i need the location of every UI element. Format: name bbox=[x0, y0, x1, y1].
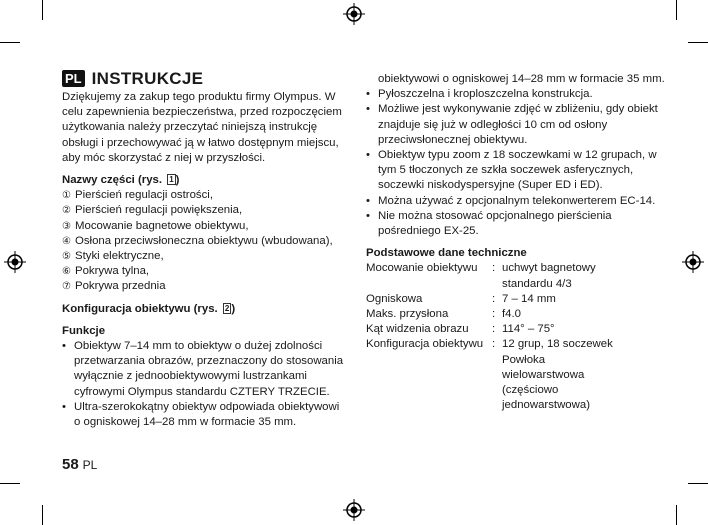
figure-ref-icon: 1 bbox=[169, 175, 174, 185]
crop-mark bbox=[0, 483, 20, 484]
list-item: • Ultra-szerokokątny obiektyw odpowiada obiektywowi o ogniskowej 14–28 mm w formacie 35 mm. bbox=[62, 400, 340, 429]
specs-heading: Podstawowe dane techniczne bbox=[366, 247, 527, 260]
page-number: 58 PL bbox=[62, 456, 98, 473]
list-item: ⑥ Pokrywa tylna, bbox=[62, 265, 150, 278]
config-heading: Konfiguracja obiektywu (rys. 2 ) bbox=[62, 302, 236, 315]
functions-heading: Funkcje bbox=[62, 324, 106, 337]
specs-table bbox=[366, 261, 666, 413]
list-item: • Możliwe jest wykonywanie zdjęć w zbliżeniu, gdy obiekt znajduje się już w odległości 10 cm od osłony przeciwsłonecznej obiektywu. bbox=[366, 103, 658, 146]
list-item: ⑤ Styki elektryczne, bbox=[62, 250, 164, 263]
right-column bbox=[366, 72, 666, 413]
figure-ref-icon: 2 bbox=[224, 303, 230, 313]
continued-text: obiektywowi o ogniskowej 14–28 mm w formacie 35 mm. bbox=[378, 73, 665, 85]
registration-mark-icon bbox=[343, 3, 365, 25]
spec-row: Ogniskowa : 7 – 14 mm bbox=[366, 292, 556, 305]
crop-mark bbox=[42, 0, 43, 20]
crop-mark bbox=[676, 0, 677, 20]
registration-mark-icon bbox=[4, 251, 26, 273]
list-item: • Nie można stosować opcjonalnego pierścienia pośredniego EX-25. bbox=[366, 209, 612, 238]
spec-row: Mocowanie obiektywu : uchwyt bagnetowy standardu 4/3 bbox=[366, 262, 596, 290]
list-item: ② Pierścień regulacji powiększenia, bbox=[62, 204, 243, 217]
left-column bbox=[62, 68, 348, 429]
parts-list bbox=[62, 188, 348, 294]
spec-row: Kąt widzenia obrazu : 114° – 75° bbox=[366, 323, 555, 336]
language-badge: PL bbox=[62, 70, 85, 87]
list-item: ⑦ Pokrywa przednia bbox=[62, 280, 166, 293]
registration-mark-icon bbox=[343, 499, 365, 521]
list-item: • Można używać z opcjonalnym telekonwerterem EC-14. bbox=[366, 194, 656, 207]
list-item: • Obiektyw 7–14 mm to obiektyw o dużej zdolności przetwarzania obrazów, przeznaczony do stosowania wyłącznie z jednoobiektywowymi lustrzankami cyfrowymi Olympus standardu CZTERY TRZECIE. bbox=[62, 340, 344, 398]
intro-paragraph: Dziękujemy za zakup tego produktu firmy Olympus. W celu zapewnienia bezpieczeństwa, przed rozpoczęciem użytkowania należy przeczytać niniejszą instrukcję obsługi i przechowywać ją w łatwo dostępnym miejscu, aby móc skorzystać z niej w przyszłości. bbox=[62, 91, 342, 164]
spec-row: Maks. przysłona : f4.0 bbox=[366, 308, 521, 321]
crop-mark bbox=[688, 42, 708, 43]
title-row bbox=[62, 70, 348, 87]
list-item: ④ Osłona przeciwsłoneczna obiektywu (wbudowana), bbox=[62, 234, 333, 247]
parts-heading: Nazwy części (rys. 1 ) bbox=[62, 174, 180, 187]
crop-mark bbox=[688, 483, 708, 484]
registration-mark-icon bbox=[682, 251, 704, 273]
list-item: • Pyłoszczelna i kroploszczelna konstrukcja. bbox=[366, 88, 593, 101]
list-item: • Obiektyw typu zoom z 18 soczewkami w 12 grupach, w tym 5 tłoczonych ze szkła soczewek asferycznych, soczewki niskodyspersyjne (Super ED i ED). bbox=[366, 149, 657, 192]
page-title: INSTRUKCJE bbox=[91, 68, 204, 88]
list-item: ① Pierścień regulacji ostrości, bbox=[62, 189, 214, 202]
list-item: ③ Mocowanie bagnetowe obiektywu, bbox=[62, 219, 249, 232]
crop-mark bbox=[0, 42, 20, 43]
crop-mark bbox=[676, 505, 677, 525]
crop-mark bbox=[42, 505, 43, 525]
spec-row: Konfiguracja obiektywu : 12 grup, 18 soczewek Powłoka wielowarstwowa (częściowo jednowarstwowa) bbox=[366, 338, 613, 412]
